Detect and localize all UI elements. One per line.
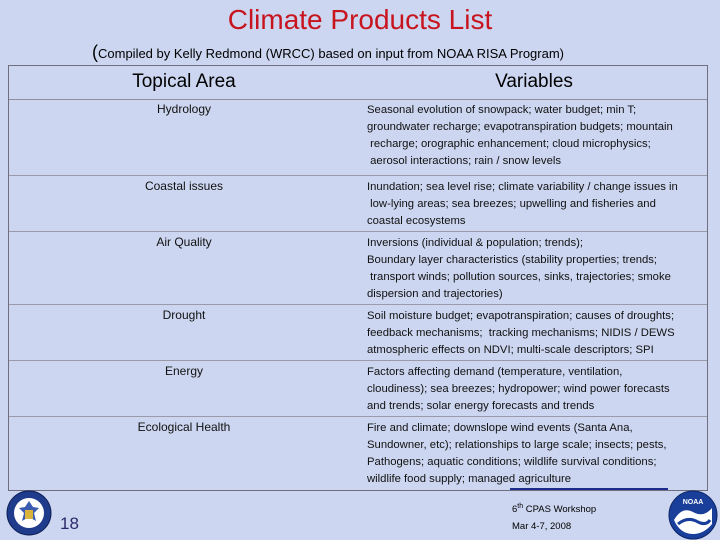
variables-line: aerosol interactions; rain / snow levels bbox=[367, 155, 562, 167]
workshop-ordinal: th bbox=[517, 503, 524, 510]
variables-cell bbox=[367, 364, 699, 415]
variables-line: groundwater recharge; evapotranspiration budgets; mountain bbox=[367, 121, 673, 133]
footer-divider bbox=[510, 488, 668, 490]
table-row-air-quality bbox=[9, 232, 707, 305]
variables-line: Pathogens; aquatic conditions; wildlife survival conditions; bbox=[367, 456, 657, 468]
page-subtitle bbox=[92, 42, 652, 63]
topic-cell: Ecological Health bbox=[137, 420, 231, 434]
climate-products-table bbox=[8, 65, 708, 491]
variables-line: dispersion and trajectories) bbox=[367, 288, 503, 300]
variables-cell bbox=[367, 420, 699, 488]
variables-line: feedback mechanisms; tracking mechanisms; NIDIS / DEWS bbox=[367, 327, 675, 339]
variables-line: atmospheric effects on NDVI; multi-scale descriptors; SPI bbox=[367, 344, 654, 356]
table-row-coastal-issues bbox=[9, 176, 707, 232]
table-row-ecological-health bbox=[9, 417, 707, 490]
topic-cell: Air Quality bbox=[156, 235, 212, 249]
workshop-date: Mar 4-7, 2008 bbox=[512, 521, 572, 532]
variables-line: Inversions (individual & population; trends); bbox=[367, 237, 584, 249]
variables-line: cloudiness); sea breezes; hydropower; wind power forecasts bbox=[367, 383, 670, 395]
variables-cell bbox=[367, 308, 699, 359]
variables-cell bbox=[367, 235, 699, 303]
topic-cell: Drought bbox=[162, 308, 206, 322]
table-row-drought bbox=[9, 305, 707, 361]
table-row-energy bbox=[9, 361, 707, 417]
table-row-hydrology bbox=[9, 99, 707, 176]
variables-line: Inundation; sea level rise; climate variability / change issues in bbox=[367, 181, 678, 193]
variables-line: Factors affecting demand (temperature, ventilation, bbox=[367, 366, 623, 378]
variables-line: Boundary layer characteristics (stability properties; trends; bbox=[367, 254, 658, 266]
noaa-logo-icon bbox=[668, 490, 718, 540]
subtitle-text: Compiled by Kelly Redmond (WRCC) based on input from NOAA RISA Program) bbox=[98, 46, 565, 61]
variables-line: Seasonal evolution of snowpack; water budget; min T; bbox=[367, 104, 637, 116]
variables-line: wildlife food supply; managed agriculture bbox=[367, 473, 572, 485]
column-header-topical-area: Topical Area bbox=[132, 71, 236, 92]
variables-line: Soil moisture budget; evapotranspiration; causes of droughts; bbox=[367, 310, 675, 322]
column-header-variables: Variables bbox=[495, 71, 573, 92]
topic-cell: Hydrology bbox=[156, 102, 212, 116]
page-number: 18 bbox=[60, 514, 79, 533]
variables-line: low-lying areas; sea breezes; upwelling and fisheries and bbox=[367, 198, 656, 210]
topic-cell: Energy bbox=[164, 364, 204, 378]
variables-line: recharge; orographic enhancement; cloud microphysics; bbox=[367, 138, 651, 150]
table-header bbox=[9, 66, 707, 100]
department-of-commerce-seal-icon bbox=[6, 490, 52, 536]
variables-cell bbox=[367, 179, 699, 230]
variables-line: and trends; solar energy forecasts and trends bbox=[367, 400, 595, 412]
workshop-number: 6 bbox=[512, 504, 518, 516]
workshop-label bbox=[512, 503, 596, 515]
variables-cell bbox=[367, 102, 699, 170]
variables-line: Fire and climate; downslope wind events (Santa Ana, bbox=[367, 422, 633, 434]
workshop-name: CPAS Workshop bbox=[523, 504, 597, 516]
subtitle-paren: ( bbox=[92, 42, 98, 62]
page-title: Climate Products List bbox=[227, 4, 493, 35]
variables-line: Sundowner, etc); relationships to large scale; insects; pests, bbox=[367, 439, 667, 451]
noaa-logo-text: NOAA bbox=[682, 499, 704, 506]
variables-line: transport winds; pollution sources, sinks, trajectories; smoke bbox=[367, 271, 671, 283]
topic-cell: Coastal issues bbox=[144, 179, 224, 193]
variables-line: coastal ecosystems bbox=[367, 215, 466, 227]
